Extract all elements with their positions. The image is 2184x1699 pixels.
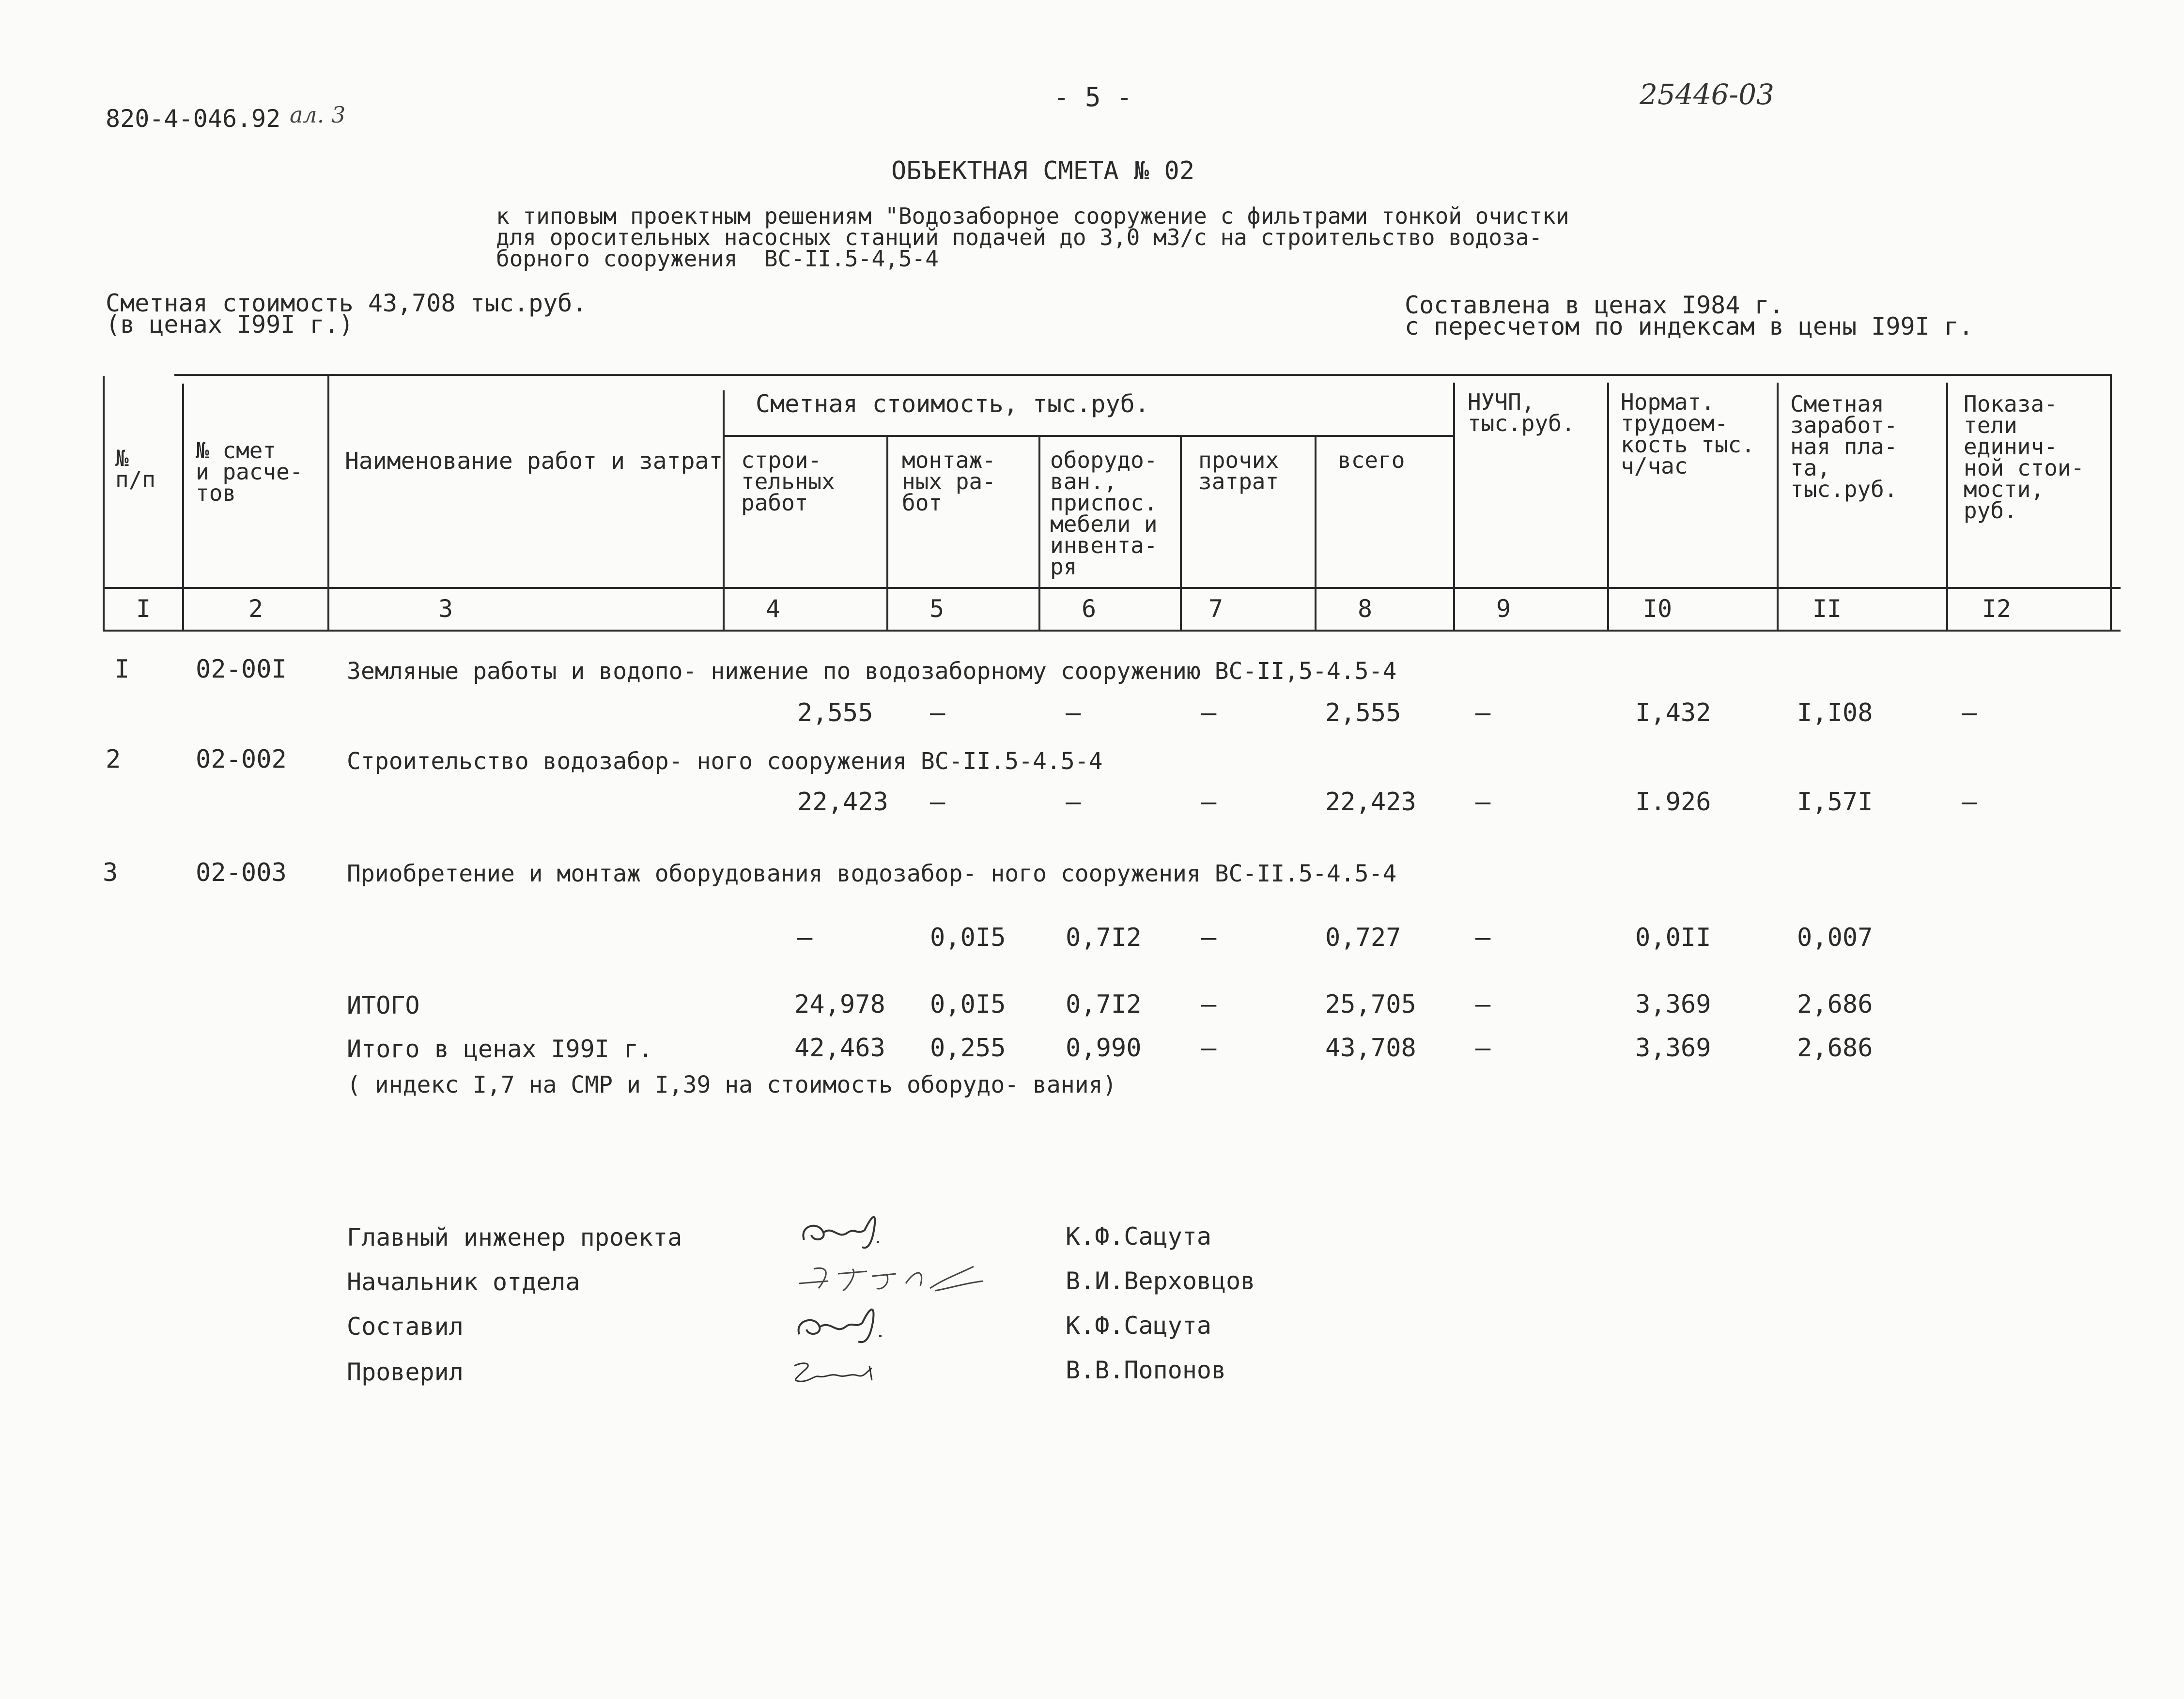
nuchp-value: – xyxy=(1475,788,1491,817)
header-row-number: № п/п xyxy=(115,445,156,493)
total-value: 25,705 xyxy=(1325,990,1416,1019)
handwritten-signature xyxy=(794,1206,940,1254)
total-value: 2,555 xyxy=(1325,698,1401,727)
header-estimated-cost-group: Сметная стоимость, тыс.руб. xyxy=(756,390,1149,418)
other-costs-value: – xyxy=(1201,990,1217,1019)
work-name: Приобретение и монтаж оборудования водозабор- ного сооружения ВС-II.5-4.5-4 xyxy=(347,860,1397,887)
handwritten-signature xyxy=(790,1254,993,1303)
header-divider xyxy=(103,587,2121,589)
header-estimate-number: № смет и расче- тов xyxy=(196,437,303,506)
handwritten-signature xyxy=(790,1298,935,1351)
page-title: ОБЪЕКТНАЯ СМЕТА № 02 xyxy=(891,156,1195,185)
other-costs-value: – xyxy=(1201,1034,1217,1063)
handwritten-signature xyxy=(785,1351,891,1390)
total-value: 0,727 xyxy=(1325,923,1401,952)
estimated-cost: Сметная стоимость 43,708 тыс.руб. (в ценах I99I г.) xyxy=(106,289,587,339)
header-nuchp: НУЧП, тыс.руб. xyxy=(1468,389,1575,436)
nuchp-value: – xyxy=(1475,990,1491,1019)
signature-role: Начальник отдела xyxy=(347,1268,580,1296)
total-value: 43,708 xyxy=(1325,1034,1416,1063)
col-border xyxy=(1946,383,1948,632)
installation-value: 0,255 xyxy=(930,1034,1006,1063)
col-border xyxy=(1607,383,1609,632)
col-border xyxy=(182,384,184,632)
signature-name: К.Ф.Сацута xyxy=(1066,1312,1212,1340)
col-border xyxy=(103,376,105,632)
table-top-border xyxy=(174,374,2112,376)
column-number: 6 xyxy=(1081,595,1097,623)
group-header-divider xyxy=(723,435,1454,437)
header-construction: строи- тельных работ xyxy=(741,447,835,516)
col-border xyxy=(327,376,329,632)
header-total: всего xyxy=(1338,447,1405,473)
unit-cost-value: – xyxy=(1962,698,1977,727)
column-number: 5 xyxy=(929,595,945,623)
nuchp-value: – xyxy=(1475,1034,1491,1063)
estimate-code: 02-003 xyxy=(196,858,287,887)
header-installation: монтаж- ных ра- бот xyxy=(902,447,996,516)
signature-role: Проверил xyxy=(347,1358,464,1386)
column-number: 7 xyxy=(1208,595,1224,623)
equipment-value: 0,7I2 xyxy=(1066,990,1142,1019)
installation-value: – xyxy=(930,698,945,727)
document-code-note: ал. 3 xyxy=(290,102,346,128)
column-number: 2 xyxy=(248,595,263,623)
header-labor-intensity: Нормат. трудоем- кость тыс. ч/час xyxy=(1621,389,1755,479)
header-unit-cost: Показа- тели единич- ной стои- мости, руб. xyxy=(1964,391,2085,524)
column-number-divider xyxy=(103,630,2121,632)
signature-role: Главный инженер проекта xyxy=(347,1223,682,1251)
signature-name: В.И.Верховцов xyxy=(1066,1267,1255,1295)
other-costs-value: – xyxy=(1201,698,1217,727)
total-value: 22,423 xyxy=(1325,788,1416,817)
header-other-costs: прочих затрат xyxy=(1198,447,1279,494)
estimate-code: 02-002 xyxy=(196,745,287,774)
nuchp-value: – xyxy=(1475,923,1491,952)
labor-intensity-value: I,432 xyxy=(1635,698,1711,727)
column-number: 8 xyxy=(1357,595,1373,623)
signature-role: Составил xyxy=(347,1313,464,1341)
col-border xyxy=(1453,383,1455,632)
col-border xyxy=(1777,383,1779,632)
wages-value: 2,686 xyxy=(1797,990,1873,1019)
total-label: ИТОГО xyxy=(347,991,420,1019)
row-number: I xyxy=(114,655,130,684)
equipment-value: 0,990 xyxy=(1066,1034,1142,1063)
column-number: 3 xyxy=(438,595,453,623)
column-number: 4 xyxy=(765,595,781,623)
unit-cost-value: – xyxy=(1962,788,1977,817)
construction-value: 42,463 xyxy=(794,1034,885,1063)
wages-value: 2,686 xyxy=(1797,1034,1873,1063)
other-costs-value: – xyxy=(1201,788,1217,817)
equipment-value: – xyxy=(1066,788,1081,817)
labor-intensity-value: 3,369 xyxy=(1635,990,1711,1019)
construction-value: 22,423 xyxy=(797,788,888,817)
other-costs-value: – xyxy=(1201,923,1217,952)
work-name: Строительство водозабор- ного сооружения ВС-II.5-4.5-4 xyxy=(347,748,1103,775)
signature-name: В.В.Попонов xyxy=(1066,1356,1226,1384)
wages-value: I,I08 xyxy=(1797,698,1873,727)
equipment-value: 0,7I2 xyxy=(1066,923,1142,952)
nuchp-value: – xyxy=(1475,698,1491,727)
column-number: I xyxy=(136,595,151,623)
installation-value: 0,0I5 xyxy=(930,923,1006,952)
header-equipment: оборудо- ван., приспос. мебели и инвента- ря xyxy=(1050,447,1158,580)
column-number: I0 xyxy=(1642,595,1673,623)
total-1991-label: Итого в ценах I99I г. xyxy=(347,1035,653,1063)
wages-value: 0,007 xyxy=(1797,923,1873,952)
installation-value: 0,0I5 xyxy=(930,990,1006,1019)
header-wages: Сметная заработ- ная пла- та, тыс.руб. xyxy=(1790,391,1898,502)
total-1991-note: ( индекс I,7 на СМР и I,39 на стоимость оборудо- вания) xyxy=(347,1071,1117,1098)
estimate-code: 02-00I xyxy=(196,655,287,684)
header-work-name: Наименование работ и затрат xyxy=(345,448,723,475)
document-code: 820-4-046.92 xyxy=(106,105,281,133)
wages-value: I,57I xyxy=(1797,788,1873,817)
col-border xyxy=(2110,376,2112,632)
subtitle: к типовым проектным решениям "Водозаборное сооружение с фильтрами тонкой очистки для оросительных насосных станций подачей до 3,0 м3/с на строительство водоза- борного сооружения ВС-II.5-4,5-4 xyxy=(496,203,1569,272)
labor-intensity-value: I.926 xyxy=(1635,788,1711,817)
construction-value: 24,978 xyxy=(794,990,885,1019)
column-number: I2 xyxy=(1982,595,2012,623)
stamp-number: 25446-03 xyxy=(1640,78,1774,111)
col-border xyxy=(723,390,725,632)
construction-value: – xyxy=(797,923,813,952)
installation-value: – xyxy=(930,788,945,817)
row-number: 2 xyxy=(106,745,121,774)
signature-name: К.Ф.Сацута xyxy=(1066,1222,1212,1251)
equipment-value: – xyxy=(1066,698,1081,727)
row-number: 3 xyxy=(103,858,118,887)
page-number: - 5 - xyxy=(1053,82,1132,112)
price-basis: Составлена в ценах I984 г. с пересчетом по индексам в цены I99I г. xyxy=(1405,291,1973,340)
column-number: 9 xyxy=(1496,595,1511,623)
construction-value: 2,555 xyxy=(797,698,873,727)
labor-intensity-value: 3,369 xyxy=(1635,1034,1711,1063)
labor-intensity-value: 0,0II xyxy=(1635,923,1711,952)
work-name: Земляные работы и водопо- нижение по водозаборному сооружению ВС-II,5-4.5-4 xyxy=(347,658,1397,685)
column-number: II xyxy=(1812,595,1842,623)
